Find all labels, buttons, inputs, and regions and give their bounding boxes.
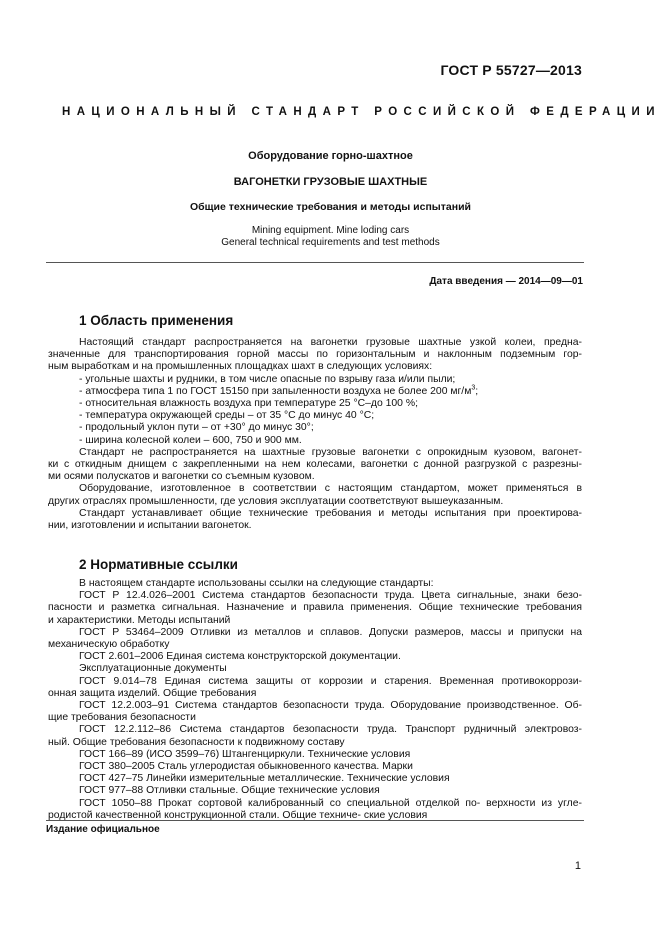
section-1-body bbox=[48, 337, 582, 532]
paragraph-line: Оборудование, изготовленное в соответствии с настоящим стандартом, может применяться в bbox=[79, 483, 582, 495]
english-title-line-1: Mining equipment. Mine loding cars bbox=[251, 225, 410, 236]
page-number: 1 bbox=[574, 860, 581, 872]
reference-line: ный. Общие требования безопасности к подвижному составу bbox=[48, 736, 345, 748]
paragraph-line: других отраслях промышленности, где условия эксплуатации соответствуют вышеуказанным. bbox=[48, 495, 504, 507]
reference-line: ГОСТ 427–75 Линейки измерительные металлические. Технические условия bbox=[79, 773, 450, 785]
list-item: - угольные шахты и рудники, в том числе опасные по взрыву газа и/или пыли; bbox=[79, 373, 456, 385]
official-edition-label: Издание официальное bbox=[46, 824, 160, 835]
title-line-1: Оборудование горно-шахтное bbox=[248, 150, 413, 162]
section-1-heading: 1 Область применения bbox=[79, 313, 234, 328]
introduction-date: Дата введения — 2014—09—01 bbox=[429, 276, 583, 287]
reference-line: ГОСТ Р 12.4.026–2001 Система стандартов безопасности труда. Цвета сигнальные, знаки безо- bbox=[79, 590, 582, 602]
paragraph-line: ми осями полускатов и вагонетки со съемным кузовом. bbox=[48, 471, 315, 483]
gost-code: ГОСТ Р 55727—2013 bbox=[440, 62, 582, 78]
reference-line: Эксплуатационные документы bbox=[79, 663, 227, 675]
english-title-line-2: General technical requirements and test methods bbox=[221, 237, 440, 248]
paragraph-line: В настоящем стандарте использованы ссылки на следующие стандарты: bbox=[79, 578, 434, 589]
paragraph-line: нии, изготовлении и испытании вагонеток. bbox=[48, 519, 252, 531]
list-item-tail: ; bbox=[475, 385, 479, 397]
reference-line: и характеристики. Методы испытаний bbox=[48, 614, 231, 626]
section-2-body bbox=[48, 578, 582, 822]
reference-line: ГОСТ 1050–88 Прокат сортовой калиброванный со специальной отделкой по- верхности из угле- bbox=[79, 797, 582, 809]
superscript: 3 bbox=[471, 384, 476, 392]
reference-line: ГОСТ 977–88 Отливки стальные. Общие технические условия bbox=[79, 785, 380, 797]
divider-top bbox=[46, 262, 584, 263]
divider-bottom bbox=[46, 820, 584, 821]
paragraph-line: Настоящий стандарт распространяется на вагонетки грузовые шахтные узкой колеи, предна- bbox=[79, 337, 582, 348]
title-line-2: ВАГОНЕТКИ ГРУЗОВЫЕ ШАХТНЫЕ bbox=[233, 176, 428, 188]
reference-line: ГОСТ 12.2.112–86 Система стандартов безопасности труда. Транспорт рудничный электровоз- bbox=[79, 724, 582, 736]
national-standard-title: НАЦИОНАЛЬНЫЙ СТАНДАРТ РОССИЙСКОЙ ФЕДЕРАЦИИ bbox=[62, 106, 661, 118]
reference-line: ГОСТ Р 53464–2009 Отливки из металлов и сплавов. Допуски размеров, массы и припуски на bbox=[79, 626, 582, 638]
reference-line: ГОСТ 12.2.003–91 Система стандартов безопасности труда. Оборудование производственное. Об- bbox=[79, 699, 582, 711]
list-item: - продольный уклон пути – от +30° до минус 30°; bbox=[79, 422, 314, 434]
title-line-3: Общие технические требования и методы испытаний bbox=[190, 201, 471, 213]
list-item: - ширина колесной колеи – 600, 750 и 900 мм. bbox=[79, 434, 302, 446]
paragraph-line: Стандарт не распространяется на шахтные грузовые вагонетки с опрокидным кузовом, вагонет- bbox=[79, 446, 582, 458]
paragraph-line: Стандарт устанавливает общие технические требования и методы испытания при проектирова- bbox=[79, 507, 582, 519]
reference-line: ГОСТ 380–2005 Сталь углеродистая обыкновенного качества. Марки bbox=[79, 760, 413, 772]
list-item bbox=[48, 386, 582, 398]
list-item: - температура окружающей среды – от 35 °С до минус 40 °С; bbox=[79, 410, 375, 422]
paragraph-line: ным выработкам и на промышленных площадках шахт в следующих условиях: bbox=[48, 361, 433, 373]
reference-line: щие требования безопасности bbox=[48, 712, 196, 724]
reference-line: механическую обработку bbox=[48, 638, 170, 650]
paragraph-line: значенные для транспортирования горной массы по горизонтальным и наклонным подземным гор- bbox=[48, 349, 582, 361]
list-item-text: - атмосфера типа 1 по ГОСТ 15150 при запыленности воздуха не более 200 мг/м bbox=[79, 385, 472, 397]
section-2-heading: 2 Нормативные ссылки bbox=[79, 557, 238, 572]
list-item: - относительная влажность воздуха при температуре 25 °С–до 100 %; bbox=[79, 397, 418, 409]
reference-line: ГОСТ 166–89 (ИСО 3599–76) Штангенциркули. Технические условия bbox=[79, 748, 411, 760]
reference-line: пасности и разметка сигнальная. Назначение и правила применения. Общие технические требования bbox=[48, 602, 582, 614]
reference-line: ГОСТ 9.014–78 Единая система защиты от коррозии и старения. Временная противокоррози- bbox=[79, 675, 582, 687]
reference-line: родистой качественной конструкционной стали. Общие техниче- ские условия bbox=[48, 809, 428, 821]
paragraph-line: ки с откидным днищем с закрепленными на нем колесами, вагонетки с донной разгрузкой с разрезны- bbox=[48, 458, 582, 470]
reference-line: онная защита изделий. Общие требования bbox=[48, 687, 257, 699]
reference-line: ГОСТ 2.601–2006 Единая система конструкторской документации. bbox=[79, 651, 401, 663]
